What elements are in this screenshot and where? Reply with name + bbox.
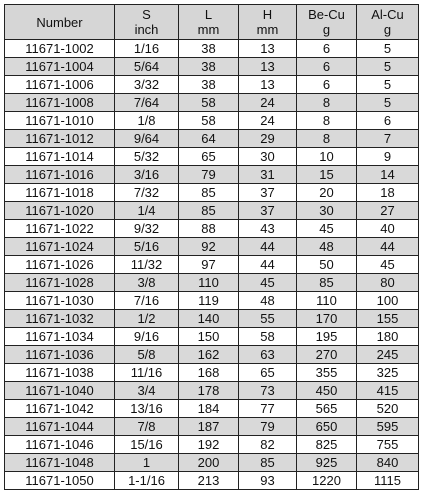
- cell-number: 11671-1006: [5, 76, 115, 94]
- cell-number: 11671-1042: [5, 400, 115, 418]
- cell-number: 11671-1018: [5, 184, 115, 202]
- table-row: [5, 40, 419, 58]
- cell-l: 178: [179, 382, 239, 400]
- cell-number: 11671-1038: [5, 364, 115, 382]
- header-h-unit: mm: [256, 22, 279, 37]
- cell-s: 3/8: [115, 274, 179, 292]
- spec-table-container: [4, 4, 419, 490]
- cell-h: 13: [239, 76, 297, 94]
- table-row: [5, 94, 419, 112]
- header-be-cu: [297, 5, 357, 40]
- table-row: [5, 472, 419, 490]
- cell-l: 65: [179, 148, 239, 166]
- header-s-label: S: [142, 7, 151, 22]
- table-row: [5, 274, 419, 292]
- cell-al-cu: 45: [357, 256, 419, 274]
- cell-s: 1/4: [115, 202, 179, 220]
- cell-al-cu: 6: [357, 112, 419, 130]
- cell-al-cu: 5: [357, 94, 419, 112]
- table-body: [5, 40, 419, 490]
- cell-h: 55: [239, 310, 297, 328]
- cell-l: 97: [179, 256, 239, 274]
- cell-h: 85: [239, 454, 297, 472]
- cell-l: 187: [179, 418, 239, 436]
- cell-h: 58: [239, 328, 297, 346]
- cell-be-cu: 20: [297, 184, 357, 202]
- cell-l: 150: [179, 328, 239, 346]
- cell-al-cu: 44: [357, 238, 419, 256]
- cell-number: 11671-1012: [5, 130, 115, 148]
- cell-l: 168: [179, 364, 239, 382]
- cell-s: 7/64: [115, 94, 179, 112]
- cell-number: 11671-1036: [5, 346, 115, 364]
- cell-be-cu: 8: [297, 130, 357, 148]
- cell-number: 11671-1040: [5, 382, 115, 400]
- cell-h: 29: [239, 130, 297, 148]
- cell-number: 11671-1050: [5, 472, 115, 490]
- cell-h: 65: [239, 364, 297, 382]
- header-number: [5, 5, 115, 40]
- cell-s: 3/4: [115, 382, 179, 400]
- cell-be-cu: 6: [297, 58, 357, 76]
- cell-be-cu: 8: [297, 94, 357, 112]
- cell-h: 79: [239, 418, 297, 436]
- header-number-label: Number: [36, 14, 83, 30]
- cell-number: 11671-1004: [5, 58, 115, 76]
- cell-l: 200: [179, 454, 239, 472]
- cell-h: 48: [239, 292, 297, 310]
- header-al-cu: [357, 5, 419, 40]
- table-row: [5, 58, 419, 76]
- cell-al-cu: 27: [357, 202, 419, 220]
- cell-h: 24: [239, 94, 297, 112]
- cell-al-cu: 7: [357, 130, 419, 148]
- cell-be-cu: 45: [297, 220, 357, 238]
- cell-number: 11671-1028: [5, 274, 115, 292]
- header-h-label: H: [262, 7, 273, 22]
- cell-number: 11671-1002: [5, 40, 115, 58]
- cell-be-cu: 825: [297, 436, 357, 454]
- cell-al-cu: 520: [357, 400, 419, 418]
- cell-al-cu: 245: [357, 346, 419, 364]
- cell-number: 11671-1032: [5, 310, 115, 328]
- cell-be-cu: 10: [297, 148, 357, 166]
- cell-s: 9/16: [115, 328, 179, 346]
- cell-l: 64: [179, 130, 239, 148]
- cell-s: 5/32: [115, 148, 179, 166]
- cell-h: 63: [239, 346, 297, 364]
- cell-be-cu: 565: [297, 400, 357, 418]
- table-row: [5, 220, 419, 238]
- cell-s: 15/16: [115, 436, 179, 454]
- cell-s: 1-1/16: [115, 472, 179, 490]
- cell-al-cu: 1115: [357, 472, 419, 490]
- table-row: [5, 184, 419, 202]
- table-row: [5, 364, 419, 382]
- cell-s: 11/16: [115, 364, 179, 382]
- cell-l: 162: [179, 346, 239, 364]
- cell-number: 11671-1022: [5, 220, 115, 238]
- cell-h: 13: [239, 58, 297, 76]
- table-row: [5, 400, 419, 418]
- cell-al-cu: 840: [357, 454, 419, 472]
- cell-number: 11671-1008: [5, 94, 115, 112]
- cell-l: 213: [179, 472, 239, 490]
- header-al-cu-unit: g: [383, 22, 392, 37]
- cell-number: 11671-1024: [5, 238, 115, 256]
- cell-l: 140: [179, 310, 239, 328]
- cell-al-cu: 9: [357, 148, 419, 166]
- table-row: [5, 328, 419, 346]
- cell-h: 43: [239, 220, 297, 238]
- cell-s: 1: [115, 454, 179, 472]
- cell-h: 73: [239, 382, 297, 400]
- cell-h: 37: [239, 202, 297, 220]
- cell-h: 37: [239, 184, 297, 202]
- cell-be-cu: 925: [297, 454, 357, 472]
- table-row: [5, 76, 419, 94]
- cell-s: 7/32: [115, 184, 179, 202]
- table-row: [5, 256, 419, 274]
- table-row: [5, 148, 419, 166]
- cell-al-cu: 755: [357, 436, 419, 454]
- cell-s: 1/8: [115, 112, 179, 130]
- cell-s: 1/2: [115, 310, 179, 328]
- cell-number: 11671-1048: [5, 454, 115, 472]
- cell-l: 58: [179, 94, 239, 112]
- cell-number: 11671-1030: [5, 292, 115, 310]
- spec-table: [4, 4, 419, 490]
- cell-al-cu: 5: [357, 58, 419, 76]
- table-row: [5, 454, 419, 472]
- cell-h: 44: [239, 238, 297, 256]
- cell-number: 11671-1034: [5, 328, 115, 346]
- header-be-cu-unit: g: [322, 22, 331, 37]
- cell-h: 30: [239, 148, 297, 166]
- cell-l: 119: [179, 292, 239, 310]
- cell-l: 110: [179, 274, 239, 292]
- cell-l: 38: [179, 58, 239, 76]
- header-h: [239, 5, 297, 40]
- cell-be-cu: 450: [297, 382, 357, 400]
- cell-h: 45: [239, 274, 297, 292]
- cell-l: 92: [179, 238, 239, 256]
- cell-be-cu: 6: [297, 76, 357, 94]
- cell-be-cu: 355: [297, 364, 357, 382]
- table-row: [5, 382, 419, 400]
- cell-be-cu: 6: [297, 40, 357, 58]
- cell-l: 85: [179, 202, 239, 220]
- header-s-unit: inch: [134, 22, 159, 37]
- cell-h: 93: [239, 472, 297, 490]
- cell-number: 11671-1016: [5, 166, 115, 184]
- cell-al-cu: 14: [357, 166, 419, 184]
- cell-number: 11671-1014: [5, 148, 115, 166]
- cell-be-cu: 170: [297, 310, 357, 328]
- cell-s: 7/16: [115, 292, 179, 310]
- cell-s: 3/16: [115, 166, 179, 184]
- header-row: [5, 5, 419, 40]
- cell-h: 31: [239, 166, 297, 184]
- cell-al-cu: 40: [357, 220, 419, 238]
- cell-l: 85: [179, 184, 239, 202]
- cell-be-cu: 1220: [297, 472, 357, 490]
- cell-be-cu: 110: [297, 292, 357, 310]
- table-row: [5, 418, 419, 436]
- cell-s: 11/32: [115, 256, 179, 274]
- cell-l: 184: [179, 400, 239, 418]
- cell-number: 11671-1044: [5, 418, 115, 436]
- cell-al-cu: 5: [357, 76, 419, 94]
- table-row: [5, 202, 419, 220]
- cell-s: 5/64: [115, 58, 179, 76]
- cell-be-cu: 8: [297, 112, 357, 130]
- cell-s: 5/8: [115, 346, 179, 364]
- cell-number: 11671-1010: [5, 112, 115, 130]
- cell-al-cu: 595: [357, 418, 419, 436]
- header-l-unit: mm: [197, 22, 220, 37]
- header-l-label: L: [204, 7, 213, 22]
- cell-number: 11671-1020: [5, 202, 115, 220]
- cell-s: 3/32: [115, 76, 179, 94]
- cell-h: 82: [239, 436, 297, 454]
- cell-l: 88: [179, 220, 239, 238]
- cell-s: 9/64: [115, 130, 179, 148]
- cell-l: 58: [179, 112, 239, 130]
- header-l: [179, 5, 239, 40]
- header-s: [115, 5, 179, 40]
- table-row: [5, 310, 419, 328]
- table-row: [5, 166, 419, 184]
- cell-l: 192: [179, 436, 239, 454]
- cell-s: 9/32: [115, 220, 179, 238]
- cell-h: 13: [239, 40, 297, 58]
- cell-be-cu: 50: [297, 256, 357, 274]
- cell-l: 38: [179, 76, 239, 94]
- cell-s: 5/16: [115, 238, 179, 256]
- cell-be-cu: 650: [297, 418, 357, 436]
- cell-s: 7/8: [115, 418, 179, 436]
- header-be-cu-label: Be-Cu: [308, 7, 345, 22]
- cell-be-cu: 270: [297, 346, 357, 364]
- cell-al-cu: 325: [357, 364, 419, 382]
- table-row: [5, 292, 419, 310]
- cell-be-cu: 15: [297, 166, 357, 184]
- cell-be-cu: 48: [297, 238, 357, 256]
- cell-number: 11671-1026: [5, 256, 115, 274]
- cell-number: 11671-1046: [5, 436, 115, 454]
- table-row: [5, 130, 419, 148]
- header-al-cu-label: Al-Cu: [371, 7, 404, 22]
- cell-be-cu: 85: [297, 274, 357, 292]
- table-row: [5, 112, 419, 130]
- cell-al-cu: 80: [357, 274, 419, 292]
- table-row: [5, 238, 419, 256]
- cell-al-cu: 180: [357, 328, 419, 346]
- cell-al-cu: 5: [357, 40, 419, 58]
- cell-h: 24: [239, 112, 297, 130]
- cell-be-cu: 30: [297, 202, 357, 220]
- cell-be-cu: 195: [297, 328, 357, 346]
- table-row: [5, 346, 419, 364]
- cell-h: 44: [239, 256, 297, 274]
- table-row: [5, 436, 419, 454]
- cell-h: 77: [239, 400, 297, 418]
- cell-al-cu: 100: [357, 292, 419, 310]
- cell-al-cu: 155: [357, 310, 419, 328]
- cell-l: 38: [179, 40, 239, 58]
- cell-l: 79: [179, 166, 239, 184]
- cell-al-cu: 415: [357, 382, 419, 400]
- cell-s: 13/16: [115, 400, 179, 418]
- cell-s: 1/16: [115, 40, 179, 58]
- cell-al-cu: 18: [357, 184, 419, 202]
